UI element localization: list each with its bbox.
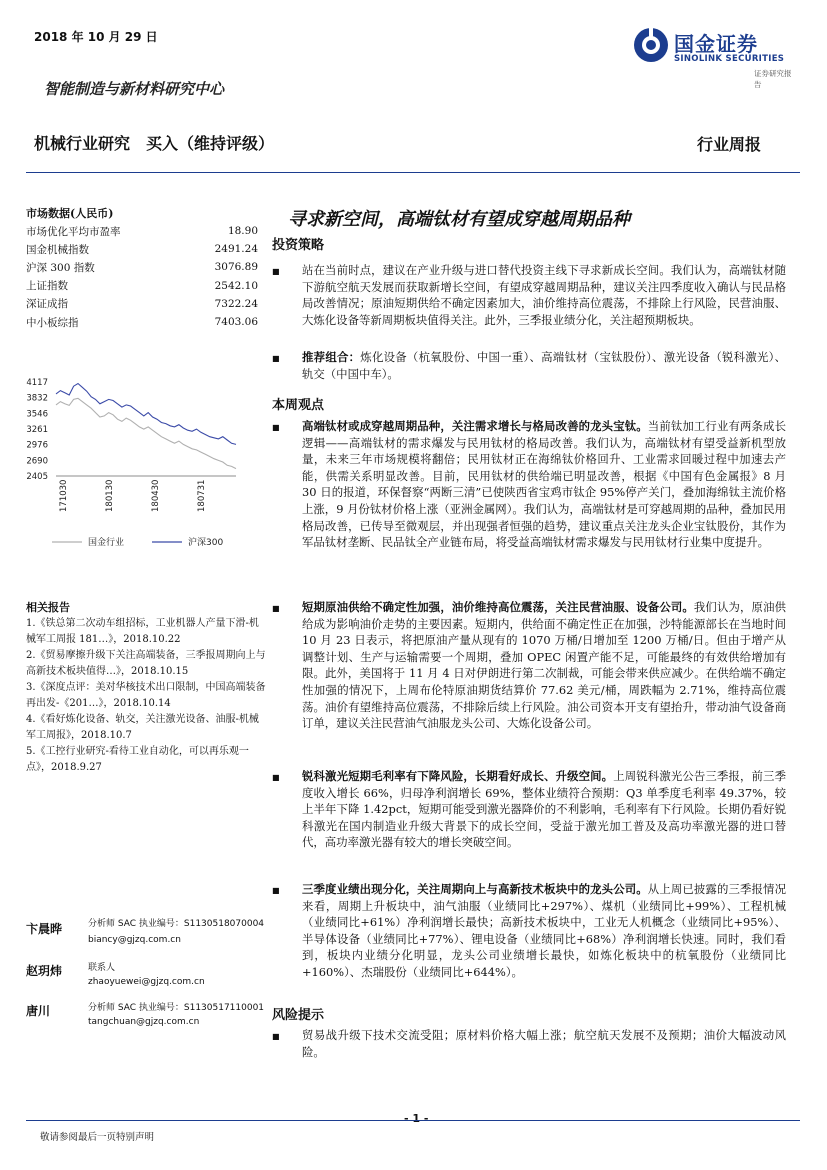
legend-label: 沪深300 xyxy=(188,538,224,548)
paragraph-portfolio xyxy=(302,349,786,382)
market-label: 上证指数 xyxy=(26,280,68,293)
market-row xyxy=(26,295,258,313)
index-chart-svg xyxy=(22,372,262,562)
market-value: 7322.24 xyxy=(214,297,258,310)
bullet-icon: ■ xyxy=(272,604,280,613)
x-tick-label: 180430 xyxy=(151,479,161,512)
y-tick-label: 2976 xyxy=(26,440,48,451)
y-tick-label: 2690 xyxy=(26,456,48,467)
analyst-role: 分析师 SAC 执业编号：S1130517110001 xyxy=(88,1003,265,1013)
analyst-email[interactable]: tangchuan@gjzq.com.cn xyxy=(88,1017,200,1027)
portfolio-lead: 推荐组合： xyxy=(302,350,361,364)
paragraph-risk: 贸易战升级下技术交流受阻；原材料价格大幅上涨；航空航天发展不及预期；油价大幅波动风险。 xyxy=(302,1028,786,1059)
market-label: 深证成指 xyxy=(26,298,68,311)
paragraph-oil xyxy=(302,599,786,732)
related-report-item[interactable]: 3.《深度点评：美对华核技术出口限制，中国高端装备再出发-《201…》，2018.10.14 xyxy=(26,682,266,709)
market-value: 2542.10 xyxy=(214,279,258,292)
logo-subtitle: 证券研究报告 xyxy=(754,69,792,89)
market-value: 3076.89 xyxy=(214,261,258,274)
related-report-item[interactable]: 2.《贸易摩擦升级下关注高端装备，三季报周期向上与高新技术板块值得…》，2018.10.15 xyxy=(26,650,266,677)
logo-emblem-icon xyxy=(632,26,670,64)
bullet-icon: ■ xyxy=(272,773,280,782)
market-row xyxy=(26,277,258,295)
y-tick-label: 3832 xyxy=(26,393,48,404)
market-data-table xyxy=(26,222,258,331)
laser-text: 上周锐科激光公告三季报，前三季度收入增长 66%，归母净利润增长 69%，整体业绩符合预期：Q3 单季度毛利率 49.37%，较上半年下降 1.42pct，短期可能受到激光器降价的不利影响，毛利率有下行风险。长期仍看好锐科激光在国内制造业升级大背景下的成长空间，受益于激光加工普及及高功率激光器的进口替代，高功率激光器有较大的增长突破空间。 xyxy=(302,769,786,850)
related-reports-list xyxy=(26,616,266,776)
market-data-title: 市场数据(人民币) xyxy=(26,207,114,220)
market-label: 中小板综指 xyxy=(26,316,79,329)
bullet-icon: ■ xyxy=(272,354,280,363)
related-reports-title: 相关报告 xyxy=(26,601,70,614)
series-line-industry xyxy=(56,398,236,468)
series-line-csi300 xyxy=(56,384,236,445)
related-report-item[interactable]: 4.《看好炼化设备、轨交，关注激光设备、油服-机械军工周报》，2018.10.7 xyxy=(26,714,259,741)
related-report-item[interactable]: 1.《铁总第二次动车组招标，工业机器人产量下滑-机械军工周报 181…》，2018.10.22 xyxy=(26,618,259,645)
market-row xyxy=(26,240,258,258)
analyst-name: 卞晨晔 xyxy=(26,922,63,936)
market-row xyxy=(26,222,258,240)
paragraph-q3 xyxy=(302,881,786,981)
report-type: 行业周报 xyxy=(697,135,762,154)
market-row xyxy=(26,258,258,276)
disclaimer-note: 敬请参阅最后一页特别声明 xyxy=(40,1132,155,1143)
report-date: 2018 年 10 月 29 日 xyxy=(34,30,158,44)
bullet-icon: ■ xyxy=(272,1032,280,1041)
y-tick-label: 3546 xyxy=(26,409,48,420)
analyst-name: 赵玥炜 xyxy=(26,964,63,978)
portfolio-text: 炼化设备（杭氧股份、中国一重）、高端钛材（宝钛股份）、激光设备（锐科激光）、轨交（中国中车）。 xyxy=(302,350,786,381)
logo-text-cn: 国金证券 xyxy=(674,32,758,56)
analyst-name: 唐川 xyxy=(26,1004,51,1018)
laser-lead: 锐科激光短期毛利率有下降风险，长期看好成长、升级空间。 xyxy=(302,769,614,783)
market-value: 18.90 xyxy=(227,225,258,238)
analyst-email[interactable]: biancy@gjzq.com.cn xyxy=(88,935,181,945)
bullet-icon: ■ xyxy=(272,423,280,432)
bullet-icon: ■ xyxy=(272,267,280,276)
q3-lead: 三季度业绩出现分化，关注周期向上与高新技术板块中的龙头公司。 xyxy=(302,882,648,896)
market-value: 7403.06 xyxy=(214,316,258,329)
report-title: 寻求新空间，高端钛材有望成穿越周期品种 xyxy=(288,209,630,230)
related-report-item[interactable]: 5.《工控行业研究-看待工业自动化，可以再乐观一点》，2018.9.27 xyxy=(26,746,249,773)
section-risk: 风险提示 xyxy=(272,1008,325,1023)
market-label: 国金机械指数 xyxy=(26,243,89,256)
logo-text-en: SINOLINK SECURITIES xyxy=(674,54,785,64)
market-value: 2491.24 xyxy=(214,243,258,256)
x-tick-label: 171030 xyxy=(59,479,69,512)
x-tick-label: 180130 xyxy=(105,479,115,512)
footer-divider xyxy=(26,1120,800,1121)
y-tick-label: 4117 xyxy=(26,378,48,388)
company-logo xyxy=(632,24,797,89)
analyst-email[interactable]: zhaoyuewei@gjzq.com.cn xyxy=(88,977,205,987)
x-tick-label: 180731 xyxy=(197,479,207,512)
analyst-role: 联系人 xyxy=(88,963,116,973)
market-label: 市场优化平均市盈率 xyxy=(26,225,121,238)
y-tick-label: 3261 xyxy=(26,425,48,435)
market-row xyxy=(26,313,258,331)
section-investment-strategy: 投资策略 xyxy=(272,238,325,253)
paragraph-titanium xyxy=(302,418,786,551)
analyst-role: 分析师 SAC 执业编号：S1130518070004 xyxy=(88,919,265,929)
oil-text: 我们认为，原油供给成为影响油价走势的主要因素。短期内，供给面不确定性正在加强，沙特能源部长在当地时间 10 月 23 日表示，将把原油产量从现有的 1070 万桶/日增加至 1200 万桶/日。但由于增产从调整计划、生产与运输需要一个周期，叠加 OPEC 闲置产能不足，可能最终的有效供给增加有限。此外，美国将于 11 月 4 日对伊朗进行第二次制裁，可能会带来供应减少。在供给端不确定性加强的情况下，上周布伦特原油期货结算价 77.62 美元/桶，周跌幅为 2.71%，维持高位震荡。油价有望维持高位震荡，不排除后续上行风险。油公司资本开支有望抬升，带动油气设备商订单，建议关注民营油气油服龙头公司、大炼化设备公司。 xyxy=(302,600,786,731)
legend-label: 国金行业 xyxy=(88,538,125,548)
market-label: 沪深 300 指数 xyxy=(26,261,95,274)
paragraph-laser xyxy=(302,768,786,851)
oil-lead: 短期原油供给不确定性加强，油价维持高位震荡，关注民营油服、设备公司。 xyxy=(302,600,694,614)
titanium-lead: 高端钛材或成穿越周期品种，关注需求增长与格局改善的龙头宝钛。 xyxy=(302,419,648,433)
page-number: - 1 - xyxy=(404,1112,429,1125)
q3-text: 从上周已披露的三季报情况来看，周期上升板块中，油气油服（业绩同比+297%）、煤机（业绩同比+99%）、工程机械（业绩同比+61%）净利润增长最快；高新技术板块中，工业无人机概念（业绩同比+95%）、半导体设备（业绩同比+77%）、锂电设备（业绩同比+68%）净利润增长快速。同时，我们看到，板块内业绩分化明显，龙头公司业绩增长最快，如炼化板块中的杭氧股份（业绩同比+160%）、杰瑞股份（业绩同比+644%）。 xyxy=(302,882,786,979)
y-tick-label: 2405 xyxy=(26,472,48,482)
section-weekly-view: 本周观点 xyxy=(272,398,325,413)
paragraph-strategy: 站在当前时点，建议在产业升级与进口替代投资主线下寻求新成长空间。我们认为，高端钛材随下游航空航天发展而获取新增长空间，有望成穿越周期品种，建议关注四季度收入确认与民品格局改善情况；原油短期供给不确定因素加大，油价维持高位震荡，不排除上行风险，民营油服、大炼化设备等新周期板块值得关注。此外，三季报业绩分化，关注超预期板块。 xyxy=(302,263,786,327)
bullet-icon: ■ xyxy=(272,886,280,895)
index-chart xyxy=(22,372,262,562)
research-center: 智能制造与新材料研究中心 xyxy=(44,80,225,98)
titanium-text: 当前钛加工行业有两条成长逻辑——高端钛材的需求爆发与民用钛材的格局改善。我们认为，高端钛材有望受益新机型放量，未来三年市场规模将翻倍；民用钛材正在海绵钛价格回升、工业需求回暖过程中加速去产能，供需关系明显改善。目前，民用钛材的供给端已明显改善，根据《中国有色金属报》8 月 30 日的报道，环保督察“两断三清”已使陕西省宝鸡市钛企 95%停产关门，叠加海绵钛主流价格上涨，9 月份钛材价格上涨（亚洲金属网）。我们认为，高端钛材是可穿越周期的品种，叠加民用格局改善，已传导至微观层，并出现强者恒强的趋势，建议重点关注龙头企业宝钛股份，其作为军品钛材垄断、民品钛全产业链布局，将受益高端钛材需求爆发与民用钛材行业集中度提升。 xyxy=(302,419,786,550)
industry-rating: 机械行业研究 买入（维持评级） xyxy=(34,134,275,153)
header-divider xyxy=(26,172,800,173)
